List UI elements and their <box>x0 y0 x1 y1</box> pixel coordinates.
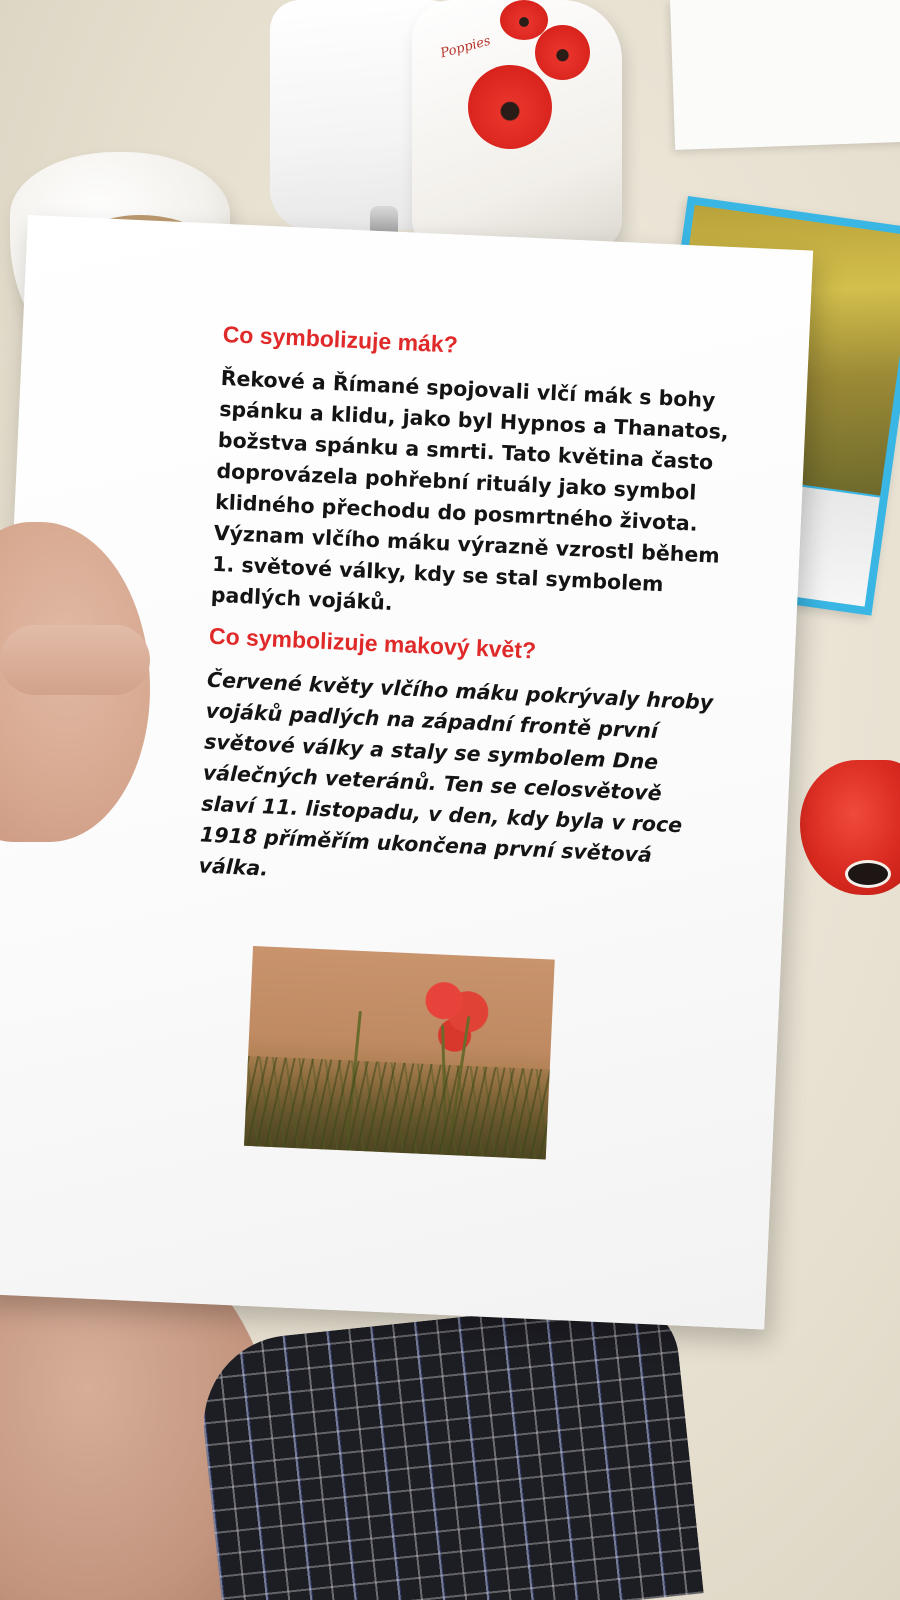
paper-poppy-center <box>845 860 891 888</box>
thumb <box>0 625 150 695</box>
paragraph-veterans-day: Červené květy vlčího máku pokrývaly hroby vojáků padlých na západní frontě první světové války a staly se symbolem Dne válečných veteránů. Ten se celosvětově slaví 11. listopadu, v den, kdy byla v roce 1918 příměřím ukončena první světová válka. <box>198 667 714 881</box>
holder-poppy-decoration <box>535 25 590 80</box>
plaid-sleeve <box>195 1295 704 1600</box>
holder-poppy-decoration <box>500 0 548 40</box>
grass <box>244 1056 550 1160</box>
heading-poppy-symbol: Co symbolizuje mák? <box>222 320 459 358</box>
napkin-holder-label: Poppies <box>438 33 493 62</box>
paragraph-poppy-history: Řekové a Římané spojovali vlčí mák s bohy spánku a klidu, jako byl Hypnos a Thanatos, božstva spánku a smrti. Tato květina často doprovázela pohřební rituály jako symbol klidného přechodu do posmrtného života. Význam vlčího máku výrazně vzrostl během 1. světové války, kdy se stal symbolem padlých vojáků. <box>210 365 730 615</box>
heading-poppy-flower-symbol: Co symbolizuje makový květ? <box>208 622 537 664</box>
holder-poppy-decoration <box>468 65 552 149</box>
poppy-photo <box>244 946 555 1159</box>
sheet-content <box>198 319 803 908</box>
white-card <box>670 0 900 150</box>
